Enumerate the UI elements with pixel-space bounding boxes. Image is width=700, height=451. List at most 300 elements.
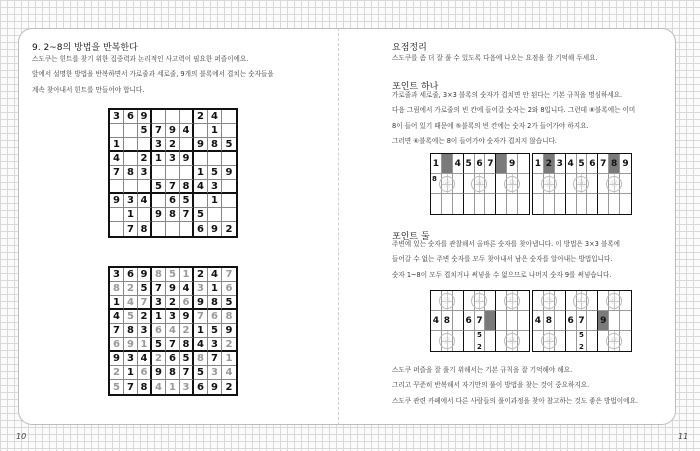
- diagram-cell: [453, 174, 464, 194]
- sudoku-cell: 1: [110, 296, 124, 310]
- sudoku-cell: [152, 222, 166, 236]
- section-heading: 9. 2~8의 방법을 반복한다: [32, 43, 138, 53]
- sudoku-cell: 3: [166, 310, 180, 324]
- point2-text: [392, 237, 620, 283]
- sudoku-cell: 9: [208, 380, 222, 394]
- sudoku-cell: 8: [222, 310, 236, 324]
- diagram-cell: 3: [555, 154, 566, 174]
- sudoku-cell: 8: [166, 366, 180, 380]
- diagram-cell: [544, 174, 555, 194]
- sudoku-cell: 1: [194, 324, 208, 338]
- diagram-cell: 8: [442, 311, 453, 331]
- diagram-cell: 6: [475, 154, 486, 174]
- diagram-cell: [442, 331, 453, 351]
- diagram-cell: [507, 311, 518, 331]
- diagram-cell: [544, 291, 555, 311]
- block-label-circle: ㉡: [471, 293, 487, 309]
- diagram-cell: [485, 291, 496, 311]
- sudoku-cell: [166, 222, 180, 236]
- sudoku-cell: 8: [166, 208, 180, 222]
- sudoku-cell: 7: [166, 180, 180, 194]
- block-label-circle: ㉠: [541, 293, 557, 309]
- sudoku-cell: 4: [152, 380, 166, 394]
- sudoku-cell: 4: [208, 110, 222, 124]
- sudoku-cell: 1: [166, 380, 180, 394]
- sudoku-cell: 5: [138, 124, 152, 138]
- sudoku-cell: 3: [110, 268, 124, 282]
- sudoku-cell: 9: [208, 222, 222, 236]
- diagram-cell: 2: [544, 154, 555, 174]
- point2-diagram-left: [430, 290, 530, 352]
- diagram-cell: [453, 311, 464, 331]
- point2-diagram-right: [532, 290, 632, 352]
- sudoku-cell: 6: [124, 110, 138, 124]
- sudoku-cell: [208, 152, 222, 166]
- diagram-cell: [620, 174, 631, 194]
- sudoku-cell: [222, 124, 236, 138]
- point1-line: 가로줄과 세로줄, 3×3 블록의 숫자가 겹치면 안 된다는 기본 규칙을 명심하세요.: [392, 91, 623, 99]
- sudoku-cell: 3: [166, 152, 180, 166]
- diagram-cell: [577, 331, 588, 351]
- point2-line: 들어갈 수 없는 주변 숫자를 모두 찾아내서 남은 숫자를 알아내는 방법입니다.: [392, 255, 613, 264]
- intro-line: 앞에서 설명한 방법을 반복하면서 가로줄과 세로줄, 9개의 블록에서 겹치는 숫자들을: [32, 70, 274, 79]
- diagram-cell: [442, 194, 453, 214]
- diagram-cell: [555, 194, 566, 214]
- diagram-cell: [475, 174, 486, 194]
- diagram-cell: [518, 291, 529, 311]
- point1-diagram-right: [532, 153, 632, 215]
- sudoku-cell: 4: [124, 296, 138, 310]
- diagram-cell: [518, 154, 529, 174]
- diagram-cell: 1 8: [431, 154, 442, 174]
- diagram-cell: [609, 291, 620, 311]
- diagram-cell: 1: [533, 154, 544, 174]
- sudoku-cell: 3: [124, 194, 138, 208]
- sudoku-cell: [180, 138, 194, 152]
- sudoku-cell: 8: [194, 352, 208, 366]
- block-label-circle: ㉥: [606, 176, 622, 192]
- diagram-cell: [587, 174, 598, 194]
- diagram-cell: 8: [544, 311, 555, 331]
- sudoku-cell: 7: [124, 222, 138, 236]
- diagram-cell: [518, 174, 529, 194]
- intro-paragraph: [32, 52, 274, 98]
- diagram-cell: [533, 194, 544, 214]
- sudoku-cell: 7: [194, 310, 208, 324]
- diagram-cell: 7: [485, 154, 496, 174]
- sudoku-cell: 7: [166, 338, 180, 352]
- sudoku-cell: 4: [166, 324, 180, 338]
- point2-line: 숫자 1~8이 모두 겹치거나 써넣을 수 없으므로 나머지 숫자 9를 써넣습니다.: [392, 270, 612, 279]
- diagram-cell: [609, 194, 620, 214]
- diagram-cell: 4: [566, 154, 577, 174]
- diagram-cell: [587, 331, 598, 351]
- sudoku-cell: [110, 222, 124, 236]
- sudoku-cell: 6: [166, 352, 180, 366]
- sudoku-cell: 8: [124, 166, 138, 180]
- diagram-cell: [485, 174, 496, 194]
- sudoku-cell: 9: [110, 194, 124, 208]
- sudoku-cell: 7: [138, 296, 152, 310]
- sudoku-cell: 3: [152, 138, 166, 152]
- block-label-circle: ㉠: [439, 293, 455, 309]
- hint-number: 2: [579, 343, 584, 351]
- diagram-cell: 6: [566, 311, 577, 331]
- sudoku-cell: [110, 208, 124, 222]
- sudoku-cell: [152, 110, 166, 124]
- point1-text: [392, 88, 635, 150]
- sudoku-cell: 5: [152, 180, 166, 194]
- sudoku-cell: 1: [208, 282, 222, 296]
- sudoku-cell: 6: [222, 282, 236, 296]
- diagram-cell: [555, 174, 566, 194]
- diagram-cell: [431, 194, 442, 214]
- block-label-circle: ㉥: [504, 176, 520, 192]
- sudoku-cell: 2: [180, 324, 194, 338]
- sudoku-cell: 2: [222, 338, 236, 352]
- sudoku-cell: 2: [152, 352, 166, 366]
- sudoku-cell: 5: [152, 338, 166, 352]
- sudoku-cell: 8: [138, 380, 152, 394]
- sudoku-cell: [110, 124, 124, 138]
- diagram-cell: [577, 291, 588, 311]
- diagram-cell: [620, 311, 631, 331]
- sudoku-cell: 2: [194, 110, 208, 124]
- sudoku-cell: 1: [124, 366, 138, 380]
- sudoku-cell: [152, 194, 166, 208]
- diagram-cell: [496, 311, 507, 331]
- block-label-circle: ㉢: [504, 293, 520, 309]
- sudoku-cell: 1: [152, 310, 166, 324]
- sudoku-cell: 9: [138, 268, 152, 282]
- sudoku-cell: 2: [138, 310, 152, 324]
- sudoku-cell: [194, 152, 208, 166]
- sudoku-cell: 4: [194, 338, 208, 352]
- sudoku-cell: 1: [208, 124, 222, 138]
- sudoku-cell: [222, 180, 236, 194]
- diagram-cell: [620, 331, 631, 351]
- sudoku-cell: 7: [180, 366, 194, 380]
- diagram-cell: 4: [533, 311, 544, 331]
- sudoku-cell: 7: [180, 208, 194, 222]
- sudoku-cell: 9: [166, 282, 180, 296]
- sudoku-cell: 3: [194, 282, 208, 296]
- sudoku-cell: 2: [225, 381, 233, 393]
- sudoku-cell: 3: [110, 110, 124, 124]
- sudoku-cell: 3: [208, 180, 222, 194]
- closing-line: 스도쿠 관련 카페에서 다른 사람들의 풀이과정을 찾아 참고하는 것도 좋은 방법이에요.: [392, 396, 638, 405]
- point1-diagram-left: [430, 153, 530, 215]
- sudoku-cell: 3: [152, 296, 166, 310]
- diagram-cell: 6: [587, 154, 598, 174]
- sudoku-cell: 1: [152, 152, 166, 166]
- diagram-cell: 5: [577, 154, 588, 174]
- diagram-cell: [587, 291, 598, 311]
- diagram-cell: 9: [507, 154, 518, 174]
- diagram-cell: [598, 194, 609, 214]
- page-number-right: 11: [678, 432, 689, 441]
- sudoku-cell: 9: [152, 208, 166, 222]
- sudoku-cell: [180, 166, 194, 180]
- diagram-cell: [496, 194, 507, 214]
- block-label-circle: ㉣: [541, 333, 557, 349]
- sudoku-cell: 1: [180, 268, 194, 282]
- sudoku-cell: 9: [194, 296, 208, 310]
- sudoku-cell: 5: [124, 310, 138, 324]
- sudoku-cell: [222, 208, 236, 222]
- block-label-circle: ㉡: [573, 293, 589, 309]
- sudoku-cell: [124, 180, 138, 194]
- sudoku-cell: [222, 152, 236, 166]
- sudoku-cell: 3: [138, 324, 152, 338]
- diagram-cell: 5: [464, 154, 475, 174]
- sudoku-cell: [222, 194, 236, 208]
- sudoku-cell: 6: [194, 380, 208, 394]
- sudoku-cell: 6: [138, 366, 152, 380]
- diagram-cell: [577, 174, 588, 194]
- point2-heading: 포인트 둘: [392, 232, 430, 242]
- sudoku-cell: 2: [138, 152, 152, 166]
- sudoku-cell: 1: [124, 208, 138, 222]
- diagram-cell: [475, 291, 486, 311]
- diagram-cell: [442, 174, 453, 194]
- diagram-cell: [566, 194, 577, 214]
- sudoku-cell: [208, 208, 222, 222]
- block-label-circle: ㉣: [439, 176, 455, 192]
- hint-number: 5: [477, 331, 482, 339]
- sudoku-cell: 7: [152, 282, 166, 296]
- block-label-circle: ㉥: [504, 333, 520, 349]
- closing-text: [392, 363, 638, 409]
- block-label-circle: ㉤: [573, 176, 589, 192]
- diagram-cell: [544, 194, 555, 214]
- diagram-cell: [507, 194, 518, 214]
- sudoku-cell: 9: [124, 338, 138, 352]
- diagram-cell: [507, 291, 518, 311]
- diagram-cell: [442, 291, 453, 311]
- diagram-cell: 8: [609, 154, 620, 174]
- closing-line: 스도쿠 퍼즐을 잘 풀기 위해서는 기본 규칙을 잘 기억해야 해요.: [392, 366, 573, 374]
- diagram-cell: 4: [431, 311, 442, 331]
- intro-line: 스도쿠는 힌트를 찾기 위한 집중력과 논리적인 사고력이 필요한 퍼즐이에요.: [32, 55, 249, 63]
- sudoku-cell: 4: [194, 180, 208, 194]
- sudoku-cell: [222, 110, 236, 124]
- block-label-circle: ㉥: [606, 333, 622, 349]
- sudoku-cell: 7: [124, 380, 138, 394]
- sudoku-cell: 2: [166, 296, 180, 310]
- diagram-cell: [518, 311, 529, 331]
- sudoku-cell: 2: [225, 223, 233, 235]
- sudoku-cell: 4: [208, 268, 222, 282]
- sudoku-cell: 9: [180, 310, 194, 324]
- diagram-cell: [566, 331, 577, 351]
- sudoku-cell: 6: [194, 222, 208, 236]
- diagram-cell: [507, 331, 518, 351]
- sudoku-cell: 5: [194, 208, 208, 222]
- sudoku-cell: 8: [208, 296, 222, 310]
- sudoku-cell: 6: [166, 194, 180, 208]
- sudoku-cell: 5: [194, 366, 208, 380]
- sudoku-cell: 5: [180, 194, 194, 208]
- sudoku-cell: 9: [110, 352, 124, 366]
- diagram-cell: [475, 194, 486, 214]
- sudoku-cell: [166, 110, 180, 124]
- sudoku-cell: 9: [166, 124, 180, 138]
- sudoku-cell: 1: [208, 194, 222, 208]
- diagram-cell: [507, 174, 518, 194]
- diagram-cell: [485, 194, 496, 214]
- diagram-cell: [464, 331, 475, 351]
- sudoku-cell: 8: [110, 282, 124, 296]
- sudoku-cell: 8: [180, 338, 194, 352]
- hint-number: 2: [477, 343, 482, 351]
- sudoku-cell: 4: [138, 352, 152, 366]
- sudoku-cell: 4: [222, 366, 236, 380]
- diagram-cell: 6: [464, 311, 475, 331]
- sudoku-cell: [138, 208, 152, 222]
- sudoku-cell: 6: [124, 268, 138, 282]
- summary-text: 스도쿠를 좀 더 잘 풀 수 있도록 다음에 나오는 요점을 잘 기억해 두세요.: [392, 54, 598, 62]
- sudoku-cell: 1: [110, 138, 124, 152]
- point1-line: 다음 그림에서 가로줄의 빈 칸에 들어갈 숫자는 2와 8입니다. 그런데 ⑧블록에는 이미: [392, 106, 636, 115]
- sudoku-cell: 2: [124, 282, 138, 296]
- sudoku-cell: [124, 152, 138, 166]
- diagram-cell: [453, 331, 464, 351]
- block-label-circle: ㉣: [439, 333, 455, 349]
- sudoku-cell: 2: [194, 268, 208, 282]
- sudoku-cell: [138, 138, 152, 152]
- sudoku-cell: 1: [194, 166, 208, 180]
- block-label-circle: ㉤: [471, 176, 487, 192]
- sudoku-cell: 7: [152, 124, 166, 138]
- sudoku-cell: 9: [152, 366, 166, 380]
- diagram-cell: [475, 331, 486, 351]
- diagram-cell: 9: [598, 311, 609, 331]
- diagram-cell: 7: [598, 154, 609, 174]
- intro-line: 계속 찾아내서 힌트를 만들어야 합니다.: [32, 85, 145, 94]
- diagram-cell: [577, 194, 588, 214]
- sudoku-cell: [124, 138, 138, 152]
- diagram-cell: [555, 291, 566, 311]
- summary-heading: 요점정리: [392, 43, 427, 53]
- sudoku-cell: 2: [166, 138, 180, 152]
- sudoku-cell: [124, 124, 138, 138]
- sudoku-cell: 3: [208, 366, 222, 380]
- diagram-cell: [609, 174, 620, 194]
- diagram-cell: [609, 331, 620, 351]
- sudoku-cell: 6: [208, 310, 222, 324]
- sudoku-puzzle-grid: [108, 108, 238, 238]
- sudoku-cell: 6: [180, 296, 194, 310]
- sudoku-cell: 5: [138, 282, 152, 296]
- sudoku-cell: 9: [194, 138, 208, 152]
- sudoku-cell: 1: [222, 352, 236, 366]
- diagram-cell: [544, 331, 555, 351]
- sudoku-cell: 5: [222, 138, 236, 152]
- diagram-cell: [518, 331, 529, 351]
- sudoku-cell: 5: [180, 352, 194, 366]
- diagram-cell: [464, 194, 475, 214]
- sudoku-cell: 8: [138, 222, 152, 236]
- sudoku-cell: 7: [208, 352, 222, 366]
- diagram-cell: [587, 311, 598, 331]
- point1-line: 그러면 ⑥블록에는 8이 들어가야 숫자가 겹치지 않습니다.: [392, 137, 557, 146]
- sudoku-cell: 5: [222, 296, 236, 310]
- sudoku-cell: 2: [110, 366, 124, 380]
- sudoku-cell: 5: [208, 324, 222, 338]
- diagram-cell: [555, 311, 566, 331]
- sudoku-cell: [138, 180, 152, 194]
- diagram-cell: [609, 311, 620, 331]
- sudoku-cell: 7: [110, 324, 124, 338]
- hint-number: 8: [432, 175, 437, 183]
- diagram-cell: [453, 194, 464, 214]
- sudoku-cell: 4: [180, 282, 194, 296]
- sudoku-cell: 7: [222, 268, 236, 282]
- sudoku-cell: 3: [208, 338, 222, 352]
- closing-line: 그리고 꾸준히 반복해서 자기만의 풀이 방법을 찾는 것이 중요하지요.: [392, 381, 590, 390]
- sudoku-cell: 1: [138, 338, 152, 352]
- diagram-cell: [442, 154, 453, 174]
- sudoku-cell: 7: [110, 166, 124, 180]
- sudoku-cell: [194, 124, 208, 138]
- sudoku-cell: [110, 180, 124, 194]
- sudoku-cell: 3: [124, 352, 138, 366]
- diagram-cell: [620, 291, 631, 311]
- sudoku-cell: 4: [180, 124, 194, 138]
- sudoku-cell: 3: [180, 380, 194, 394]
- sudoku-cell: 6: [152, 324, 166, 338]
- sudoku-cell: 8: [152, 268, 166, 282]
- diagram-cell: [485, 311, 496, 331]
- diagram-cell: [587, 194, 598, 214]
- point1-heading: 포인트 하나: [392, 82, 439, 92]
- sudoku-cell: 4: [110, 310, 124, 324]
- sudoku-cell: 3: [138, 166, 152, 180]
- sudoku-cell: 4: [110, 152, 124, 166]
- sudoku-cell: 9: [222, 166, 236, 180]
- sudoku-cell: 6: [110, 338, 124, 352]
- sudoku-cell: 8: [180, 180, 194, 194]
- diagram-cell: 7: [475, 311, 486, 331]
- diagram-cell: [485, 331, 496, 351]
- sudoku-cell: [180, 222, 194, 236]
- sudoku-cell: [152, 166, 166, 180]
- sudoku-cell: [180, 110, 194, 124]
- hint-number: 5: [579, 331, 584, 339]
- diagram-cell: 4: [453, 154, 464, 174]
- sudoku-cell: 9: [222, 324, 236, 338]
- sudoku-cell: 5: [166, 268, 180, 282]
- diagram-cell: [496, 154, 507, 174]
- sudoku-cell: [194, 194, 208, 208]
- diagram-cell: [518, 194, 529, 214]
- sudoku-cell: 9: [180, 152, 194, 166]
- sudoku-cell: 5: [110, 380, 124, 394]
- sudoku-cell: 4: [138, 194, 152, 208]
- point1-line: 8이 들어 있기 때문에 ⑤블록의 빈 칸에는 숫자 2가 들어가야 하지요.: [392, 121, 589, 130]
- diagram-cell: 9: [620, 154, 631, 174]
- sudoku-cell: 8: [124, 324, 138, 338]
- diagram-cell: [453, 291, 464, 311]
- point2-line: 주변에 있는 숫자를 관찰해서 올바른 숫자를 찾아냅니다. 이 방법은 3×3 블록에: [392, 240, 621, 248]
- sudoku-cell: 5: [208, 166, 222, 180]
- page-number-left: 10: [16, 432, 27, 441]
- sudoku-solution-grid: [108, 266, 238, 396]
- diagram-cell: 7: [577, 311, 588, 331]
- sudoku-cell: [166, 166, 180, 180]
- sudoku-cell: 8: [208, 138, 222, 152]
